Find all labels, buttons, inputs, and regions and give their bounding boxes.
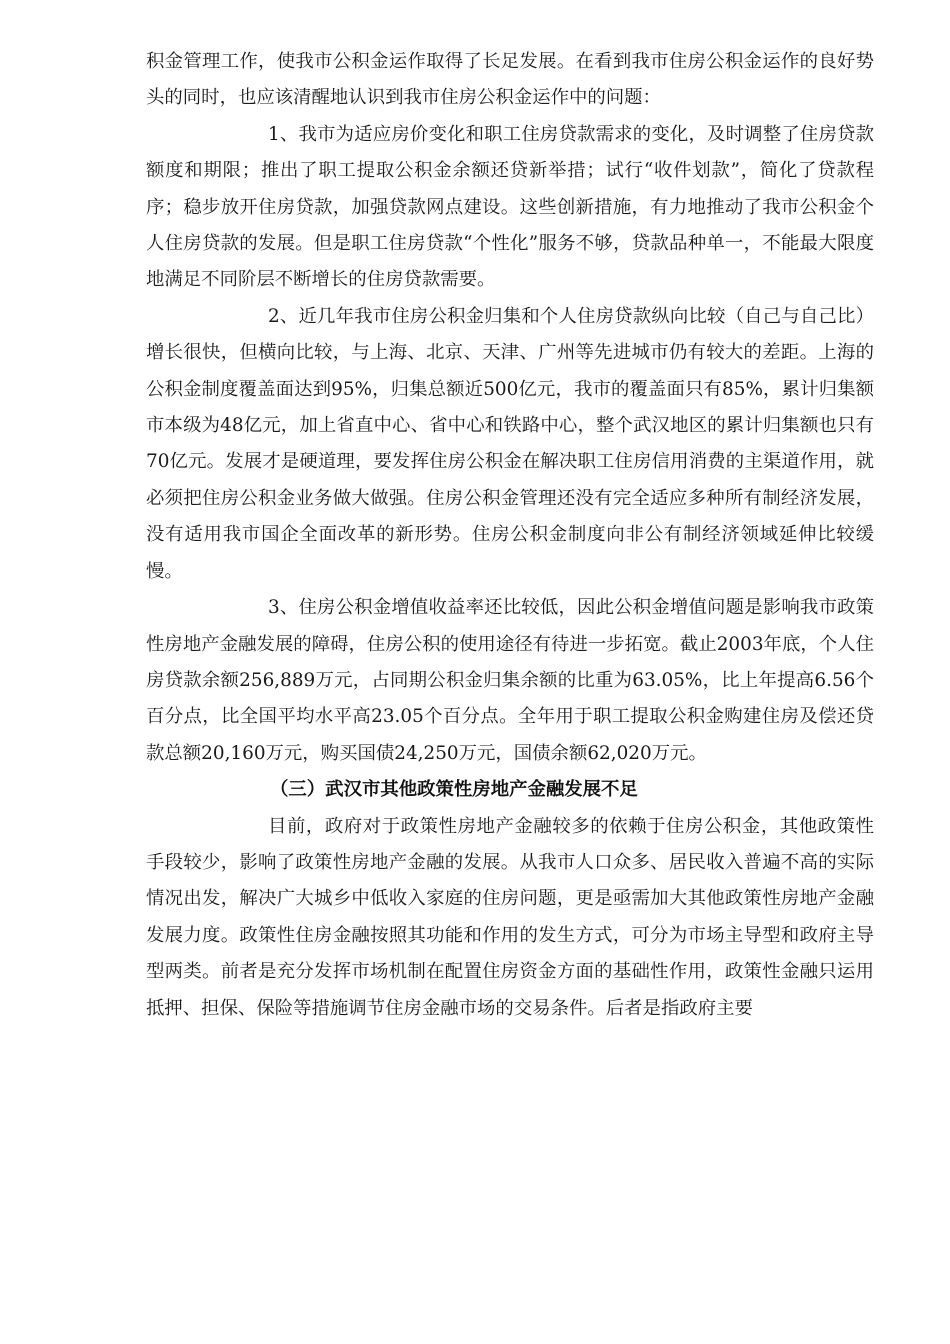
document-page [146,44,874,1027]
paragraph-section-intro: 目前，政府对于政策性房地产金融较多的依赖于住房公积金，其他政策性手段较少，影响了政策性房地产金融的发展。从我市人口众多、居民收入普遍不高的实际情况出发，解决广大城乡中低收入家庭的住房问题，更是亟需加大其他政策性房地产金融发展力度。政策性住房金融按照其功能和作用的发生方式，可分为市场主导型和政府主导型两类。前者是充分发挥市场机制在配置住房资金方面的基础性作用，政策性金融只运用抵押、担保、保险等措施调节住房金融市场的交易条件。后者是指政府主要 [146,815,874,1019]
paragraph-point-2: 2、近几年我市住房公积金归集和个人住房贷款纵向比较（自己与自己比）增长很快，但横向比较，与上海、北京、天津、广州等先进城市仍有较大的差距。上海的公积金制度覆盖面达到95%，归集总额近500亿元，我市的覆盖面只有85%，累计归集额市本级为48亿元，加上省直中心、省中心和铁路中心，整个武汉地区的累计归集额也只有70亿元。发展才是硬道理，要发挥住房公积金在解决职工住房信用消费的主渠道作用，就必须把住房公积金业务做大做强。住房公积金管理还没有完全适应多种所有制经济发展，没有适用我市国企全面改革的新形势。住房公积金制度向非公有制经济领域延伸比较缓慢。 [146,305,874,582]
section-heading: （三）武汉市其他政策性房地产金融发展不足 [270,779,638,801]
paragraph-point-1: 1、我市为适应房价变化和职工住房贷款需求的变化，及时调整了住房贷款额度和期限；推出了职工提取公积金余额还贷新举措；试行“收件划款”，简化了贷款程序；稳步放开住房贷款，加强贷款网点建设。这些创新措施，有力地推动了我市公积金个人住房贷款的发展。但是职工住房贷款“个性化”服务不够，贷款品种单一，不能最大限度地满足不同阶层不断增长的住房贷款需要。 [146,123,874,291]
paragraph-continuation: 积金管理工作，使我市公积金运作取得了长足发展。在看到我市住房公积金运作的良好势头的同时，也应该清醒地认识到我市住房公积金运作中的问题： [146,51,874,109]
paragraph-point-3: 3、住房公积金增值收益率还比较低，因此公积金增值问题是影响我市政策性房地产金融发展的障碍，住房公积的使用途径有待进一步拓宽。截止2003年底，个人住房贷款余额256,889万元，占同期公积金归集余额的比重为63.05%，比上年提高6.56个百分点，比全国平均水平高23.05个百分点。全年用于职工提取公积金购建住房及偿还贷款总额20,160万元，购买国债24,250万元，国债余额62,020万元。 [146,597,874,764]
